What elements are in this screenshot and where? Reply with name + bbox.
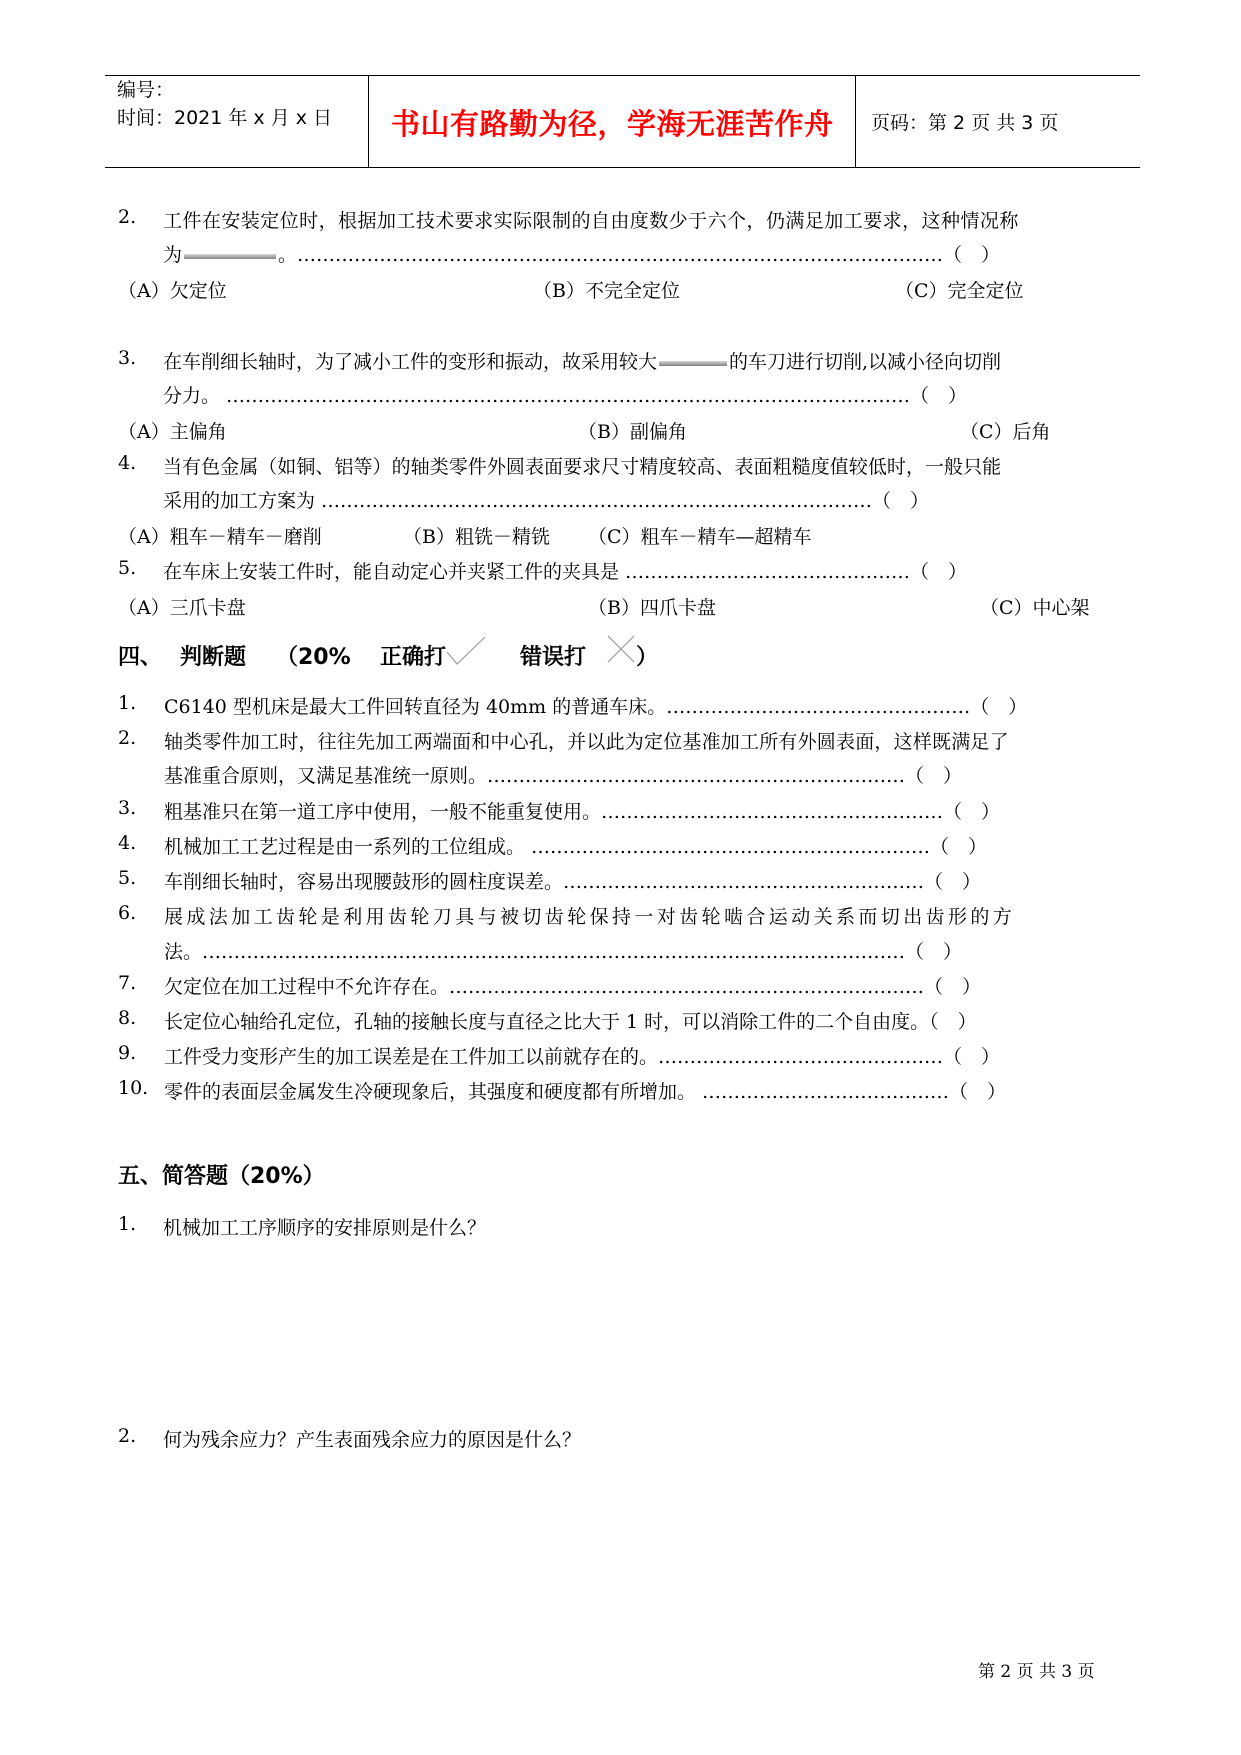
check-mark-icon (445, 634, 487, 668)
item-text: 展成法加工齿轮是利用齿轮刀具与被切齿轮保持一对齿轮啮合运动关系而切出齿形的方 (164, 906, 1016, 928)
question-text-cont: 采用的加工方案为 ……………………………………………………………………………（ ） (163, 490, 930, 512)
section4-close: ） (636, 645, 659, 670)
option-b: （B）粗铣－精铣 (403, 526, 550, 548)
question-number: 3. (118, 347, 137, 369)
option-a: （A）主偏角 (118, 421, 227, 443)
item-text: 长定位心轴给孔定位，孔轴的接触长度与直径之比大于 1 时，可以消除工件的二个自由度。（ ） (164, 1011, 977, 1033)
question-text: 在车削细长轴时，为了减小工件的变形和振动，故采用较大 的车刀进行切削,以减小径向切削 (163, 351, 1002, 373)
wrong-label: 错误打 (520, 645, 587, 670)
serial-label: 编号： (117, 79, 175, 101)
header-page-label: 页码：第 2 页 共 3 页 (871, 112, 1059, 134)
answer-blank (659, 361, 727, 366)
item-text: 轴类零件加工时，往往先加工两端面和中心孔，并以此为定位基准加工所有外圆表面，这样既满足了 (164, 731, 1009, 753)
item-text: 欠定位在加工过程中不允许存在。…………………………………………………………………（ ） (164, 976, 982, 998)
item-text: 机械加工工序顺序的安排原则是什么？ (163, 1217, 487, 1239)
option-b: （B）副偏角 (578, 421, 687, 443)
item-text-cont: 基准重合原则，又满足基准统一原则。…………………………………………………………（ ） (164, 765, 963, 787)
question-number: 2. (118, 206, 137, 228)
cross-mark-icon (604, 632, 638, 666)
option-c: （C）后角 (960, 421, 1051, 443)
option-c: （C）粗车－精车—超精车 (588, 526, 812, 548)
option-b: （B）不完全定位 (533, 280, 680, 302)
header-top-rule (105, 75, 1140, 76)
option-a: （A）三爪卡盘 (118, 597, 246, 619)
question-text: 在车床上安装工件时，能自动定心并夹紧工件的夹具是 ………………………………………（ ） (163, 561, 968, 583)
item-number: 3. (118, 797, 137, 819)
motto-title: 书山有路勤为径，学海无涯苦作舟 (391, 107, 834, 141)
item-text: 机械加工工艺过程是由一系列的工位组成。 ………………………………………………………（ ） (164, 836, 988, 858)
question-text-cont: 分力。 ………………………………………………………………………………………………（ ） (163, 385, 968, 407)
question-text-cont: 为 。…………………………………………………………………………………………（ ） (163, 244, 1001, 266)
header-divider-right (855, 75, 856, 168)
item-number: 1. (118, 692, 137, 714)
header-bottom-rule (105, 167, 1140, 168)
item-text: 零件的表面层金属发生冷硬现象后，其强度和硬度都有所增加。 …………………………………（ ） (164, 1081, 1007, 1103)
question-text: 工件在安装定位时，根据加工技术要求实际限制的自由度数少于六个，仍满足加工要求，这种情况称 (163, 210, 1019, 232)
option-b: （B）四爪卡盘 (588, 597, 716, 619)
item-text: 车削细长轴时，容易出现腰鼓形的圆柱度误差。…………………………………………………（ ） (164, 871, 982, 893)
item-text: 工件受力变形产生的加工误差是在工件加工以前就存在的。………………………………………（ ） (164, 1046, 1001, 1068)
correct-label: 正确打 (380, 645, 447, 670)
section4-number: 四、 (118, 645, 163, 670)
item-number: 2. (118, 1425, 137, 1447)
question-number: 4. (118, 452, 137, 474)
question-text: 当有色金属（如铜、铝等）的轴类零件外圆表面要求尺寸精度较高、表面粗糙度值较低时，一般只能 (163, 456, 1002, 478)
section5-title: 五、简答题（20%） (118, 1164, 325, 1189)
item-number: 6. (118, 902, 137, 924)
item-number: 1. (118, 1213, 137, 1235)
item-number: 10. (118, 1077, 149, 1099)
option-a: （A）欠定位 (118, 280, 227, 302)
answer-blank (184, 254, 276, 259)
item-text-cont: 法。…………………………………………………………………………………………………（ ） (164, 941, 963, 963)
question-number: 5. (118, 557, 137, 579)
item-number: 5. (118, 867, 137, 889)
section4-score: （20% (276, 645, 351, 670)
item-number: 8. (118, 1007, 137, 1029)
item-number: 4. (118, 832, 137, 854)
header-divider-left (368, 75, 369, 168)
item-text: C6140 型机床是最大工件回转直径为 40mm 的普通车床。…………………………………………（ ） (164, 696, 1028, 718)
section4-title: 判断题 (180, 645, 247, 670)
item-text: 何为残余应力？产生表面残余应力的原因是什么？ (163, 1429, 582, 1451)
item-number: 2. (118, 727, 137, 749)
footer-page-number: 第 2 页 共 3 页 (978, 1662, 1095, 1682)
item-text: 粗基准只在第一道工序中使用，一般不能重复使用。………………………………………………（ ） (164, 801, 1001, 823)
item-number: 7. (118, 972, 137, 994)
option-a: （A）粗车－精车－磨削 (118, 526, 322, 548)
time-label: 时间：2021 年 x 月 x 日 (117, 107, 333, 129)
option-c: （C）中心架 (980, 597, 1090, 619)
option-c: （C）完全定位 (895, 280, 1024, 302)
item-number: 9. (118, 1042, 137, 1064)
